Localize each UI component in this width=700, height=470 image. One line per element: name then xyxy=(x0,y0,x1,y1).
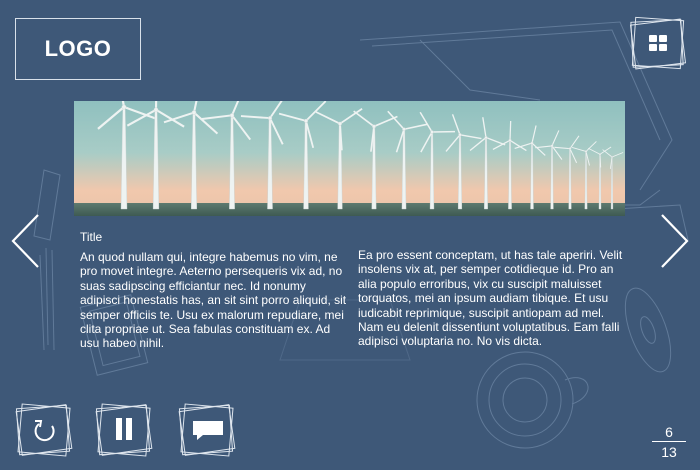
next-button[interactable] xyxy=(658,212,692,270)
chevron-right-icon xyxy=(658,212,692,270)
comment-button[interactable] xyxy=(175,402,239,458)
turbine-hub xyxy=(154,108,158,112)
turbine-hub xyxy=(268,116,272,120)
logo: LOGO xyxy=(15,18,141,80)
turbine-hub xyxy=(611,156,613,158)
turbine-hub xyxy=(599,153,601,155)
turbine-hub xyxy=(585,150,587,152)
turbine-hub xyxy=(430,130,433,133)
turbine-hub xyxy=(531,142,534,145)
menu-button[interactable] xyxy=(628,16,688,72)
turbine-hub xyxy=(338,122,342,126)
total-pages: 13 xyxy=(661,444,677,460)
turbine-hub xyxy=(551,145,553,147)
turbine-hub xyxy=(122,105,126,109)
turbine-hub xyxy=(485,136,488,139)
content-title: Title xyxy=(80,230,103,244)
turbine-hub xyxy=(459,133,462,136)
grid-icon xyxy=(628,16,688,72)
turbine-hub xyxy=(402,128,405,131)
turbine-hub xyxy=(509,139,512,142)
turbine-hub xyxy=(372,125,375,128)
turbine-hub xyxy=(304,119,308,123)
previous-button[interactable] xyxy=(8,212,42,270)
hero-image xyxy=(74,101,625,216)
current-page: 6 xyxy=(665,424,673,440)
body-text-left: An quod nullam qui, integre habemus no vim, ne pro movet integre. Aeterno persequeris vix ad, no suas sadipscing efficiantur nec. Id nonumy adipisci honestatis has, an sit sint porro aliquid, sit semper officiis te. Usu ex malorum repudiare, mei clita propriae ut. Sea fabulas constituam ex. Ad usu habeo nihil. xyxy=(80,250,347,351)
replay-icon xyxy=(12,402,76,458)
turbine-hub xyxy=(230,113,234,117)
turbine-hub xyxy=(569,148,571,150)
page-counter xyxy=(652,424,686,460)
pause-icon xyxy=(92,402,156,458)
comment-icon xyxy=(175,402,239,458)
turbine-tower xyxy=(611,157,613,209)
turbine-hub xyxy=(192,111,196,115)
turbine-blade xyxy=(510,121,511,140)
replay-button[interactable] xyxy=(12,402,76,458)
pause-button[interactable] xyxy=(92,402,156,458)
body-text-right: Ea pro essent conceptam, ut has tale aperiri. Velit insolens vix at, per semper cotidieque id. Pro an alia populo erroribus, vix cu suscipit maluisset torquatos, mei an ipsum audiam tibique. Et usu iudicabit reprimique, suscipit antiopam ad mel. Nam eu delenit dissentiunt voluptatibus. Eam falli adipisci voluptaria no. No vis dicta. xyxy=(358,248,623,349)
counter-divider xyxy=(652,441,686,442)
chevron-left-icon xyxy=(8,212,42,270)
